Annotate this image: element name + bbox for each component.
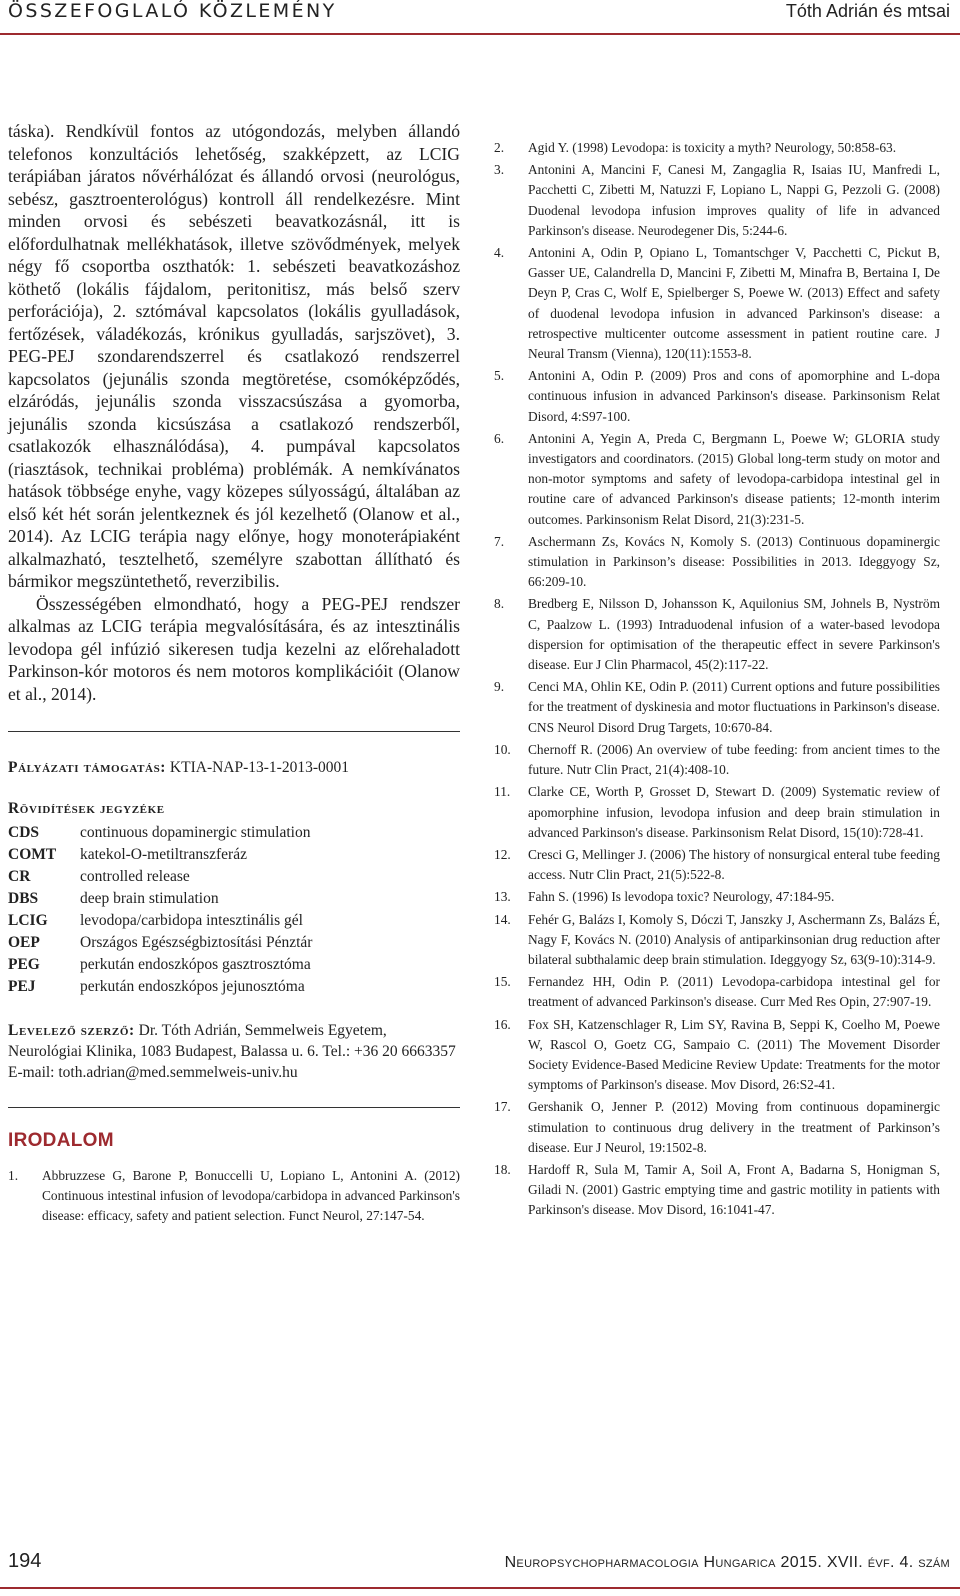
right-column [494, 138, 940, 1223]
reference-item [8, 1166, 460, 1227]
reference-number: 11. [494, 784, 511, 800]
abbreviation-row [8, 932, 460, 954]
abbreviation-row [8, 844, 460, 866]
correspondence-text: Dr. Tóth Adrián, Semmelweis Egyetem, Neurológiai Klinika, 1083 Budapest, Balassa u. 6. Tel.: +36 20 6663357 [8, 1022, 456, 1060]
reference-number: 12. [494, 846, 511, 862]
reference-text: Fehér G, Balázs I, Komoly S, Dóczi T, Janszky J, Aschermann Zs, Balázs É, Nagy F, Kovács N. (2010) Analysis of antiparkinsonian drug reduction after bilateral subthalamic deep brain stimulation. Ideggyogy Sz, 63(9-10):314-9. [528, 911, 940, 967]
abbreviation-key: LCIG [8, 912, 48, 929]
references-list-right [494, 138, 940, 1221]
abbreviation-key: PEJ [8, 978, 36, 995]
funding-statement [8, 758, 460, 778]
page-number: 194 [8, 1550, 42, 1572]
reference-text: Hardoff R, Sula M, Tamir A, Soil A, Front A, Badarna S, Honigman S, Giladi N. (2001) Gastric emptying time and gastric motility in patients with Parkinson's disease. Mov Disord, 16:1041-47. [528, 1161, 940, 1218]
reference-item [494, 910, 940, 971]
funding-value: KTIA-NAP-13-1-2013-0001 [169, 759, 350, 776]
abbreviation-value: continuous dopaminergic stimulation [80, 824, 311, 841]
reference-text: Abbruzzese G, Barone P, Bonuccelli U, Lopiano L, Antonini A. (2012) Continuous intestinal infusion of levodopa/carbidopa in advanced Parkinson's disease: efficacy, safety and patient selection. Funct Neurol, 27:147-54. [42, 1168, 460, 1224]
references-title: IRODALOM [8, 1130, 114, 1151]
reference-number: 14. [494, 911, 511, 927]
funding-label: Pályázati támogatás: [8, 759, 167, 776]
reference-text: Bredberg E, Nilsson D, Johansson K, Aquilonius SM, Johnels B, Nyström C, Paalzow L. (1993) Intraduodenal infusion of a water-based levodopa dispersion for optimisation of the therapeutic effect in severe Parkinson's disease. Eur J Clin Pharmacol, 45(2):117-22. [528, 596, 940, 673]
reference-number: 7. [494, 533, 505, 549]
correspondence-block [8, 1020, 460, 1083]
abbreviation-row [8, 822, 460, 844]
reference-item [494, 677, 940, 738]
reference-item [494, 429, 940, 530]
reference-item [494, 1097, 940, 1158]
reference-text: Fox SH, Katzenschlager R, Lim SY, Ravina B, Seppi K, Coelho M, Poewe W, Rascol O, Goetz CG, Sampaio C. (2011) The Movement Disorder Society Evidence-Based Medicine Review Update: Treatments for the motor symptoms of Parkinson's disease. Mov Disord, 26:S2-41. [528, 1016, 940, 1093]
abbreviation-key: PEG [8, 956, 40, 973]
reference-item [494, 160, 940, 241]
header-divider [0, 33, 960, 35]
reference-text: Aschermann Zs, Kovács N, Komoly S. (2013) Continuous dopaminergic stimulation in Parkinson’s disease: Possibilities in 2013. Ideggyogy Sz, 66:209-10. [528, 533, 940, 590]
abbreviation-key: CR [8, 868, 31, 885]
abbreviation-key: DBS [8, 890, 39, 907]
reference-item [494, 1160, 940, 1221]
abbreviation-key: CDS [8, 824, 40, 841]
reference-item [494, 740, 940, 780]
references-list-left [8, 1166, 460, 1227]
abbreviations-block [8, 800, 460, 998]
body-paragraph-1: táska). Rendkívül fontos az utógondozás, melyben állandó telefonos konzultációs lehetőség, szakképzett, az LCIG terápiában járatos nővérhálózat és állandó orvosi (neurológus, sebész, gasztroenterológus) kontroll áll rendelkezésre. Mint minden orvosi és sebészeti beavatkozásnál, itt is előfordulhatnak mellékhatások, illetve szövődmények, melyek négy fő csoportba oszthatók: 1. sebészeti beavatkozáshoz köthető (lokális fájdalom, peritonitisz, más belső szerv perforációja), 2. sztómával kapcsolatos (lokális gyulladások, fertőzések, váladékozás, krónikus gyulladás, sarjszövet), 3. PEG-PEJ szondarendszerrel és csatlakozó rendszerrel kapcsolatos (jejunális szonda megtöretése, csomóképződés, elzáródás, jejunális szonda visszacsúszása a gyomorba, jejunális szonda kicsúszása a csatlakozó rendszerből, csatlakozók elhasználódása), 4. pumpával kapcsolatos (riasztások, technikai probléma) problémák. A nemkívánatos hatások többsége enyhe, vagy közepes súlyosságú, általában az első két hét során jelentkeznek és jól kezelhető (Olanow et al., 2014). Az LCIG terápia nagy előnye, hogy monoterápiaként alkalmazható, tesztelhető, személyre szabottan állítható és bármikor megszüntethető, reverzibilis. [8, 121, 460, 591]
reference-item [494, 594, 940, 675]
abbreviation-row [8, 910, 460, 932]
body-paragraph-2: Összességében elmondható, hogy a PEG-PEJ rendszer alkalmas az LCIG terápia megvalósítására, és az intesztinális levodopa gél infúzió sikeresen tudja kezelni az előrehaladott Parkinson-kór motoros és nem motoros komplikációit (Olanow et al., 2014). [8, 593, 460, 704]
abbreviation-row [8, 866, 460, 888]
reference-item [494, 243, 940, 364]
reference-number: 6. [494, 430, 505, 446]
reference-item [494, 972, 940, 1012]
reference-number: 8. [494, 596, 505, 612]
running-authors: Tóth Adrián és mtsai [785, 1, 950, 21]
reference-number: 10. [494, 741, 511, 757]
article-body [8, 120, 460, 705]
reference-text: Cresci G, Mellinger J. (2006) The history of nonsurgical enteral tube feeding access. Nutr Clin Pract, 21(5):522-8. [528, 846, 940, 883]
reference-number: 4. [494, 245, 505, 261]
reference-number: 18. [494, 1161, 511, 1177]
reference-text: Chernoff R. (2006) An overview of tube feeding: from ancient times to the future. Nutr Clin Pract, 21(4):408-10. [528, 741, 940, 778]
abbreviation-row [8, 954, 460, 976]
reference-text: Gershanik O, Jenner P. (2012) Moving from continuous dopaminergic stimulation to continuous drug delivery in the treatment of Parkinson’s disease. Eur J Neurol, 19:1502-8. [528, 1099, 940, 1155]
correspondence-label: Levelező szerző: [8, 1022, 135, 1039]
reference-text: Antonini A, Yegin A, Preda C, Bergmann L, Poewe W; GLORIA study investigators and coordinators. (2015) Global long-term study on motor and non-motor symptoms and safety of levodopa-carbidopa intestinal gel in routine care of advanced Parkinson's disease patients; 12-month interim outcomes. Parkinsonism Relat Disord, 21(3):231-5. [528, 430, 940, 527]
reference-number: 3. [494, 162, 505, 178]
correspondence-email: E-mail: toth.adrian@med.semmelweis-univ.hu [8, 1064, 298, 1081]
abbreviation-value: Országos Egészségbiztosítási Pénztár [80, 934, 313, 951]
page-header [0, 0, 960, 24]
abbreviation-value: deep brain stimulation [80, 890, 219, 907]
reference-text: Antonini A, Odin P, Opiano L, Tomantschger V, Pacchetti C, Pickut B, Gasser UE, Calandrella D, Mancini F, Zibetti M, Minafra B, Bertaina I, De Deyn P, Cras C, Wolf E, Spielberger S, Poewe W. (2013) Effect and safety of duodenal levodopa infusion in advanced Parkinson's disease: a retrospective multicenter outcome assessment in patient routine care. J Neural Transm (Vienna), 120(11):1553-8. [528, 245, 940, 362]
journal-citation: Neuropsychopharmacologia Hungarica 2015. XVII. évf. 4. szám [504, 1554, 950, 1571]
reference-number: 1. [8, 1168, 19, 1183]
section-divider [8, 731, 460, 732]
left-column [8, 120, 460, 1229]
reference-item [494, 138, 940, 158]
section-title: ÖSSZEFOGLALÓ KÖZLEMÉNY [8, 0, 337, 22]
abbreviation-value: levodopa/carbidopa intesztinális gél [80, 912, 303, 929]
abbreviation-row [8, 976, 460, 998]
abbreviations-title: Rövidítések jegyzéke [8, 800, 165, 817]
reference-text: Cenci MA, Ohlin KE, Odin P. (2011) Current options and future possibilities for the treatment of dyskinesia and motor fluctuations in Parkinson's disease. CNS Neurol Disord Drug Targets, 10:670-84. [528, 679, 940, 735]
reference-number: 13. [494, 889, 511, 905]
reference-text: Fernandez HH, Odin P. (2011) Levodopa-carbidopa intestinal gel for treatment of advanced Parkinson's disease. Curr Med Res Opin, 27:907-19. [528, 974, 940, 1010]
footer-divider [0, 1587, 960, 1589]
reference-item [494, 366, 940, 427]
abbreviation-value: perkután endoszkópos jejunosztóma [80, 978, 305, 995]
abbreviation-row [8, 888, 460, 910]
abbreviation-value: katekol-O-metiltranszferáz [80, 846, 247, 863]
reference-number: 9. [494, 679, 505, 695]
reference-text: Agid Y. (1998) Levodopa: is toxicity a myth? Neurology, 50:858-63. [528, 140, 897, 155]
section-divider [8, 1107, 460, 1108]
reference-text: Antonini A, Mancini F, Canesi M, Zangaglia R, Isaias IU, Manfredi L, Pacchetti C, Zibetti M, Natuzzi F, Lopiano L, Nappi G, Pezzoli G. (2008) Duodenal levodopa infusion improves quality of life in advanced Parkinson's disease. Neurodegener Dis, 5:244-6. [528, 162, 940, 238]
abbreviations-list [8, 822, 460, 998]
abbreviation-value: perkután endoszkópos gasztrosztóma [80, 956, 311, 973]
reference-number: 16. [494, 1016, 511, 1032]
reference-text: Antonini A, Odin P. (2009) Pros and cons of apomorphine and L-dopa continuous infusion in advanced Parkinson's disease. Parkinsonism Relat Disord, 4:S97-100. [528, 368, 940, 424]
reference-number: 2. [494, 140, 505, 155]
abbreviation-value: controlled release [80, 868, 190, 885]
reference-item [494, 532, 940, 593]
reference-item [494, 845, 940, 885]
abbreviation-key: COMT [8, 846, 57, 863]
reference-item [494, 782, 940, 843]
reference-number: 17. [494, 1099, 511, 1115]
abbreviation-key: OEP [8, 934, 40, 951]
reference-number: 15. [494, 974, 511, 990]
reference-item [494, 887, 940, 907]
reference-text: Fahn S. (1996) Is levodopa toxic? Neurology, 47:184-95. [528, 889, 835, 905]
reference-item [494, 1015, 940, 1096]
reference-number: 5. [494, 368, 505, 384]
reference-text: Clarke CE, Worth P, Grosset D, Stewart D. (2009) Systematic review of apomorphine infusion, levodopa infusion and deep brain stimulation in advanced Parkinson's disease. Parkinsonism Relat Disord, 15(10):728-41. [528, 784, 940, 840]
